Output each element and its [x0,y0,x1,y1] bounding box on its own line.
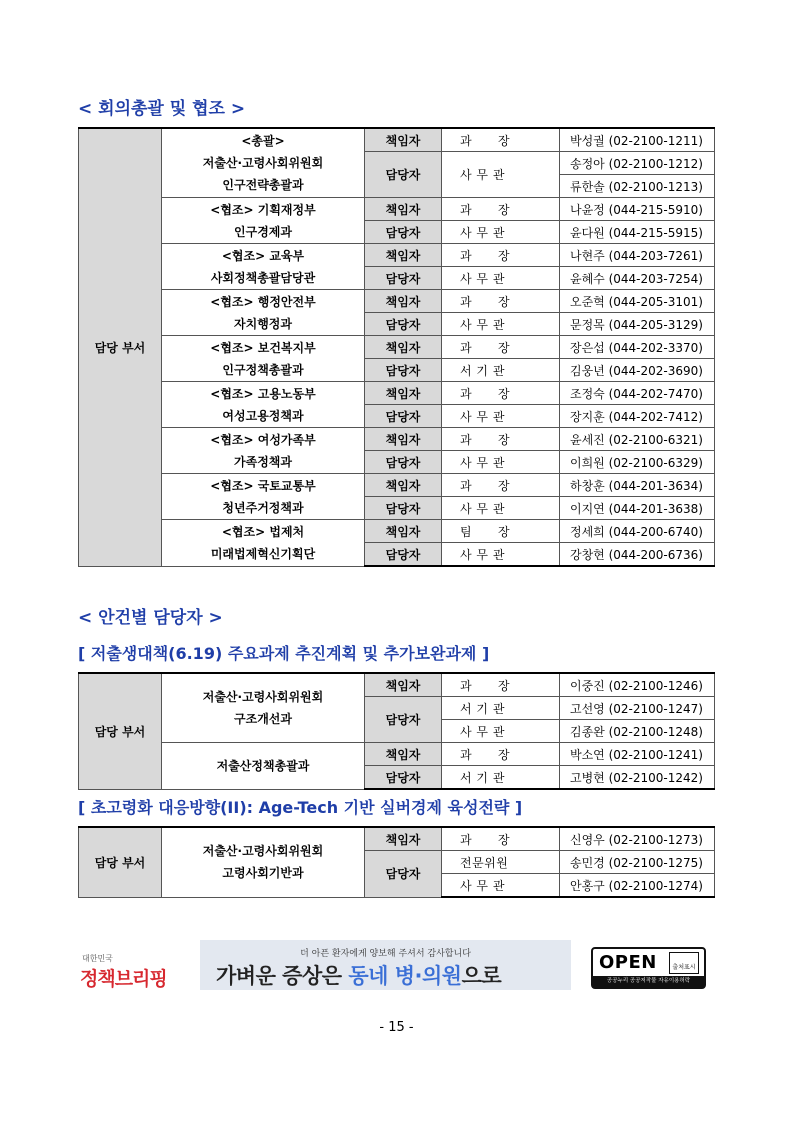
banner-main-text [216,960,501,990]
role-cell: 담당자 [365,543,442,567]
position-cell: 과 장 [442,673,560,697]
table-row [79,673,715,697]
dept-line: 인구정책총괄과 [222,362,304,377]
contact-cell: 이중진 (02-2100-1246) [560,673,715,697]
dept-line: 저출산·고령사회위원회 [202,690,324,704]
role-cell: 책임자 [365,290,442,313]
contact-cell: 정세희 (044-200-6740) [560,520,715,543]
dept-line: 저출산정책총괄과 [216,758,310,773]
role-cell: 책임자 [365,382,442,405]
position-cell: 사 무 관 [442,152,560,198]
position-cell: 과 장 [442,382,560,405]
dept-line: 자치행정과 [234,316,292,331]
contact-cell: 이희원 (02-2100-6329) [560,451,715,474]
role-cell: 담당자 [365,267,442,290]
role-cell: 담당자 [365,497,442,520]
contact-cell: 고선영 (02-2100-1247) [560,697,715,720]
position-cell: 과 장 [442,743,560,766]
dept-cell [162,290,365,336]
dept-header-cell: 담당 부서 [79,827,162,897]
clinic-campaign-banner [200,940,571,990]
open-caption: 공공누리 공공저작물 자유이용허락 [593,976,704,987]
contact-cell: 송민경 (02-2100-1275) [560,851,715,874]
role-cell: 책임자 [365,827,442,851]
dept-line: <협조> 법제처 [221,524,305,539]
role-cell: 책임자 [365,673,442,697]
dept-header-cell: 담당 부서 [79,673,162,789]
contact-cell: 윤혜수 (044-203-7254) [560,267,715,290]
dept-line: <협조> 교육부 [221,248,305,263]
banner-top-text: 더 아픈 환자에게 양보해 주셔서 감사합니다 [300,949,471,959]
dept-cell [162,673,365,743]
position-cell: 사 무 관 [442,720,560,743]
dept-line: <총괄> [241,134,285,148]
position-cell: 사 무 관 [442,874,560,898]
role-cell: 책임자 [365,244,442,267]
dept-line: <협조> 보건복지부 [210,340,316,355]
table-row [79,520,715,543]
role-cell: 책임자 [365,474,442,497]
contact-cell: 장지훈 (044-202-7412) [560,405,715,428]
contact-cell: 하창훈 (044-201-3634) [560,474,715,497]
dept-cell [162,382,365,428]
dept-cell [162,336,365,382]
banner-dark-text: 가벼운 증상은 [216,964,349,988]
policy-briefing-logo [80,953,172,993]
dept-line: 인구경제과 [234,224,292,239]
dept-cell [162,244,365,290]
kogl-open-license-mark [591,947,706,989]
dept-cell [162,428,365,474]
position-cell: 사 무 관 [442,405,560,428]
dept-line: 가족정책과 [234,454,292,469]
contact-cell: 윤다원 (044-215-5915) [560,221,715,244]
open-badge-text: 출처표시 [672,964,696,971]
contact-cell: 나현주 (044-203-7261) [560,244,715,267]
position-cell: 과 장 [442,827,560,851]
role-cell: 책임자 [365,743,442,766]
contact-cell: 류한솔 (02-2100-1213) [560,175,715,198]
dept-line: <협조> 행정안전부 [210,294,316,309]
position-cell: 서 기 관 [442,697,560,720]
position-cell: 팀 장 [442,520,560,543]
role-cell: 책임자 [365,128,442,152]
dept-line: 여성고용정책과 [222,408,304,423]
table-row [79,382,715,405]
dept-line: <협조> 여성가족부 [210,432,316,447]
table-row [79,743,715,766]
contact-cell: 조정숙 (044-202-7470) [560,382,715,405]
contact-cell: 안홍구 (02-2100-1274) [560,874,715,898]
dept-line: 미래법제혁신기획단 [210,546,316,561]
contact-cell: 이지연 (044-201-3638) [560,497,715,520]
dept-line: 저출산·고령사회위원회 [202,844,324,859]
position-cell: 과 장 [442,474,560,497]
logo-small-text: 대한민국 [82,954,113,963]
role-cell: 책임자 [365,520,442,543]
role-cell: 담당자 [365,697,442,743]
dept-line: 저출산·고령사회위원회 [202,156,324,170]
contact-cell: 신영우 (02-2100-1273) [560,827,715,851]
position-cell: 전문위원 [442,851,560,874]
contact-cell: 김웅년 (044-202-3690) [560,359,715,382]
role-cell: 담당자 [365,766,442,790]
role-cell: 담당자 [365,451,442,474]
position-cell: 과 장 [442,128,560,152]
dept-line: <협조> 기획재정부 [210,202,316,217]
dept-line: 인구전략총괄과 [222,178,304,192]
section2-heading: < 안건별 담당자 > [78,608,223,628]
contact-cell: 김종완 (02-2100-1248) [560,720,715,743]
dept-header-cell: 담당 부서 [79,128,162,566]
page-number: - 15 - [379,1020,414,1035]
position-cell: 서 기 관 [442,766,560,790]
contact-cell: 박소연 (02-2100-1241) [560,743,715,766]
table-row [79,128,715,152]
dept-cell [162,474,365,520]
role-cell: 담당자 [365,359,442,382]
sub1-heading: [ 저출생대책(6.19) 주요과제 추진계획 및 추가보완과제 ] [78,644,490,663]
banner-blue-text: 동네 병·의원 [348,964,462,988]
contact-cell: 송정아 (02-2100-1212) [560,152,715,175]
contact-cell: 오준혁 (044-205-3101) [560,290,715,313]
contact-cell: 강창현 (044-200-6736) [560,543,715,567]
contact-cell: 장은섭 (044-202-3370) [560,336,715,359]
role-cell: 책임자 [365,336,442,359]
logo-main-text: 정책브리핑 [80,968,167,990]
position-cell: 과 장 [442,290,560,313]
table-row [79,198,715,221]
role-cell: 담당자 [365,405,442,428]
attribution-badge-icon [669,952,699,974]
position-cell: 사 무 관 [442,543,560,567]
contact-cell: 윤세진 (02-2100-6321) [560,428,715,451]
dept-line: <협조> 고용노동부 [210,386,316,401]
position-cell: 과 장 [442,336,560,359]
contact-cell: 문정목 (044-205-3129) [560,313,715,336]
table-row [79,336,715,359]
position-cell: 사 무 관 [442,221,560,244]
role-cell: 담당자 [365,221,442,244]
banner-tail-text: 으로 [461,964,502,988]
dept-line: 사회정책총괄담당관 [210,270,316,285]
dept-cell [162,827,365,897]
position-cell: 사 무 관 [442,267,560,290]
sub2-heading: [ 초고령화 대응방향(II): Age-Tech 기반 실버경제 육성전략 ] [78,798,523,817]
role-cell: 책임자 [365,198,442,221]
position-cell: 사 무 관 [442,313,560,336]
table-row [79,290,715,313]
lowbirth-contact-table [78,672,715,790]
dept-cell [162,520,365,567]
meeting-contact-table [78,127,715,567]
position-cell: 과 장 [442,198,560,221]
dept-line: 구조개선과 [234,712,292,726]
role-cell: 담당자 [365,152,442,198]
dept-line: <협조> 국토교통부 [210,478,316,493]
role-cell: 담당자 [365,313,442,336]
dept-cell [162,128,365,198]
position-cell: 과 장 [442,244,560,267]
contact-cell: 나윤정 (044-215-5910) [560,198,715,221]
contact-cell: 박성궐 (02-2100-1211) [560,128,715,152]
position-cell: 사 무 관 [442,451,560,474]
position-cell: 사 무 관 [442,497,560,520]
table-row [79,428,715,451]
open-text: OPEN [599,952,657,973]
position-cell: 서 기 관 [442,359,560,382]
dept-cell [162,198,365,244]
role-cell: 책임자 [365,428,442,451]
table-row [79,827,715,851]
role-cell: 담당자 [365,851,442,898]
position-cell: 과 장 [442,428,560,451]
agetech-contact-table [78,826,715,898]
dept-line: 청년주거정책과 [222,500,304,515]
section1-heading: < 회의총괄 및 협조 > [78,99,246,119]
table-row [79,474,715,497]
contact-cell: 고병현 (02-2100-1242) [560,766,715,790]
dept-line: 고령사회기반과 [222,866,304,881]
table-row [79,244,715,267]
dept-cell [162,743,365,790]
